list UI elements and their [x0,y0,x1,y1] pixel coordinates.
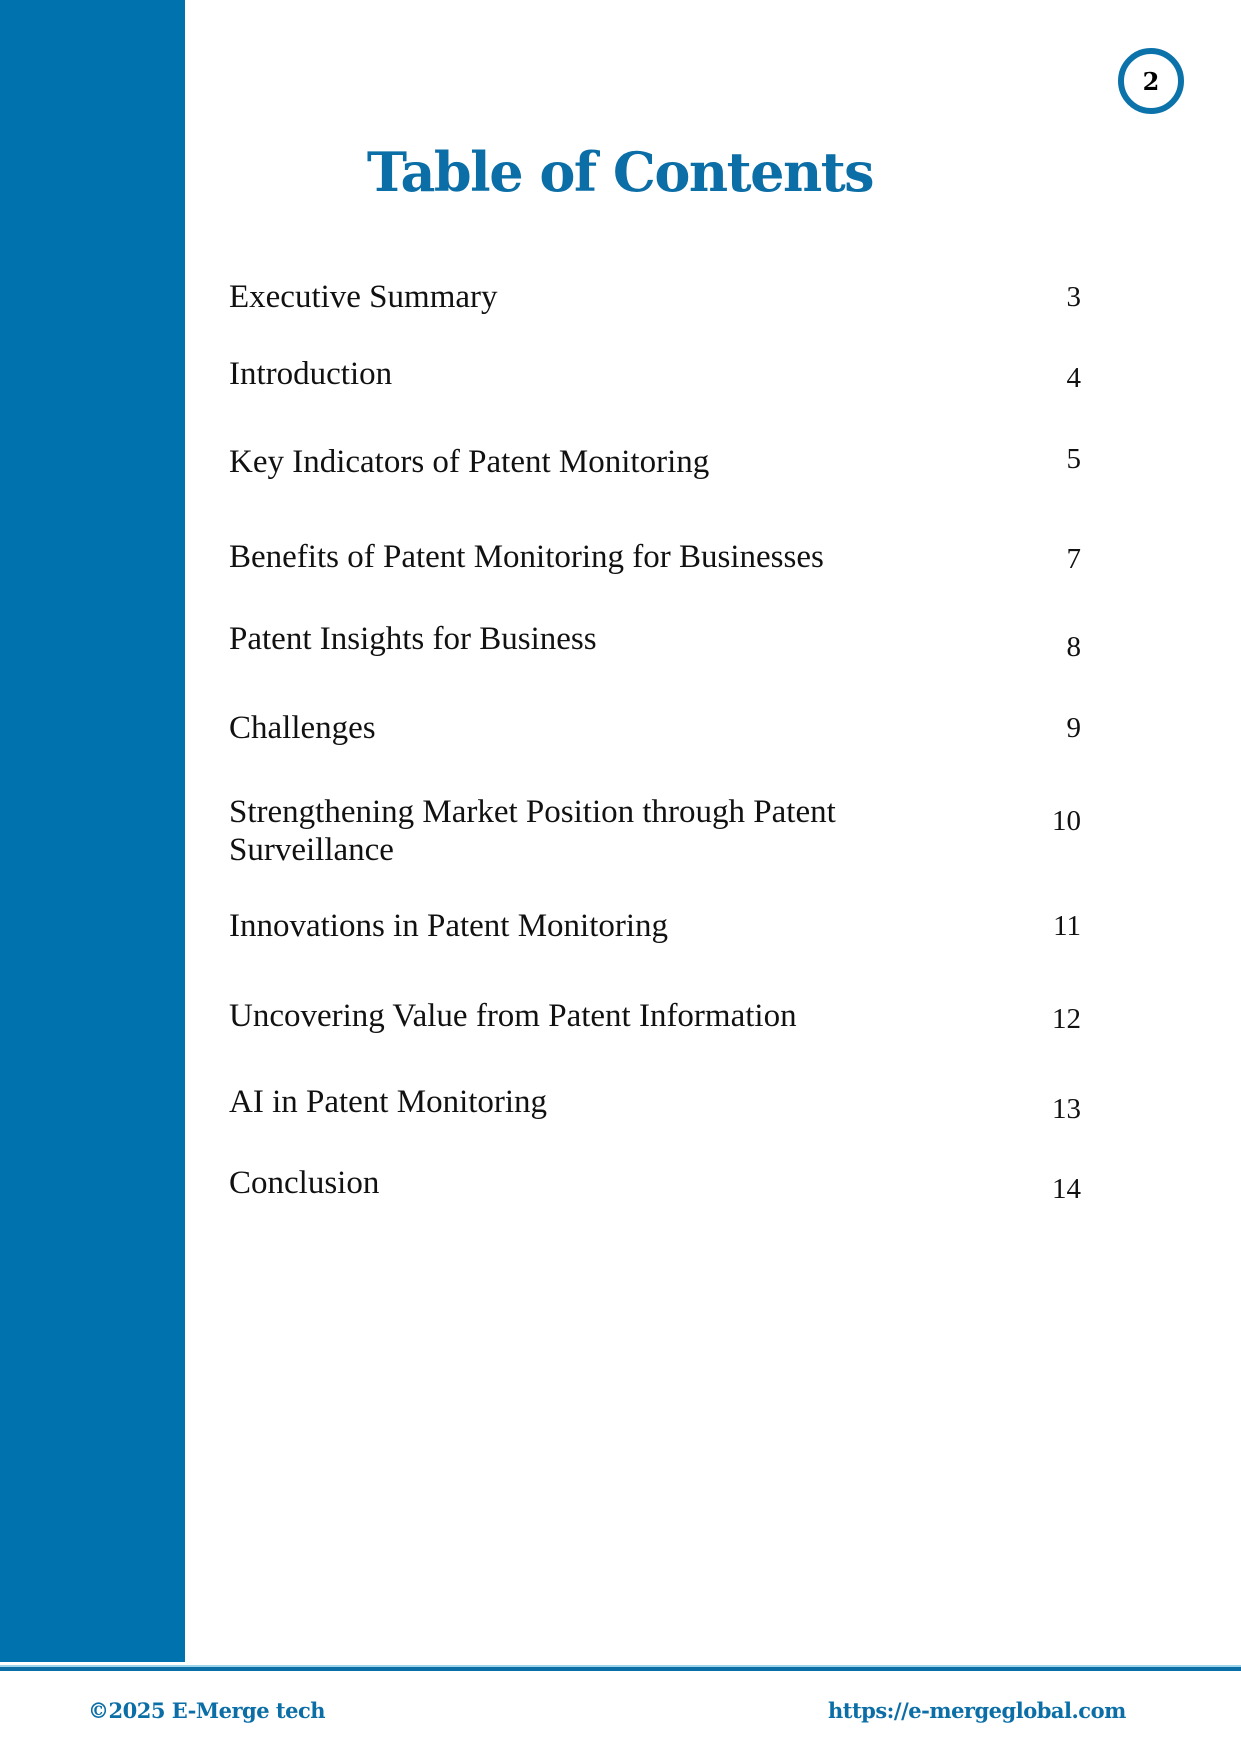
toc-entry-page: 13 [1052,1093,1081,1125]
toc-entry-page: 3 [1066,281,1081,313]
toc-entry-page: 8 [1066,631,1081,663]
toc-entry-page: 11 [1053,910,1081,942]
footer-divider [0,1667,1241,1671]
toc-entry-label: AI in Patent Monitoring [229,1084,548,1120]
page-number-badge [1118,48,1184,114]
page-title: Table of Contents [366,140,874,204]
toc-entry-page: 4 [1066,362,1081,394]
toc-entry-label: Challenges [229,710,376,746]
toc-entry-page: 5 [1066,443,1081,475]
footer-copyright: ©2025 E-Merge tech [88,1698,326,1723]
accent-sidebar [0,0,185,1662]
toc-entry-page: 14 [1052,1173,1081,1205]
toc-entry-label: Introduction [229,356,393,392]
toc-entry-label: Patent Insights for Business [229,621,597,657]
toc-entry-label: Uncovering Value from Patent Information [229,998,797,1034]
toc-entry-page: 10 [1052,805,1081,837]
toc-entry-page: 12 [1052,1003,1081,1035]
toc-entry-label: Key Indicators of Patent Monitoring [229,444,710,480]
toc-entry-page: 7 [1066,543,1081,575]
toc-entry-label: Executive Summary [229,279,498,315]
toc-entry-page: 9 [1066,712,1081,744]
toc-entry-label: Strengthening Market Position through Patent Surveillance [229,794,836,868]
page-number: 2 [1142,66,1160,96]
toc-entry-label: Innovations in Patent Monitoring [229,908,669,944]
toc-entry-label: Benefits of Patent Monitoring for Businesses [229,539,824,575]
toc-entry-label: Conclusion [229,1165,380,1201]
footer-website-link[interactable]: https://e-mergeglobal.com [828,1698,1126,1723]
